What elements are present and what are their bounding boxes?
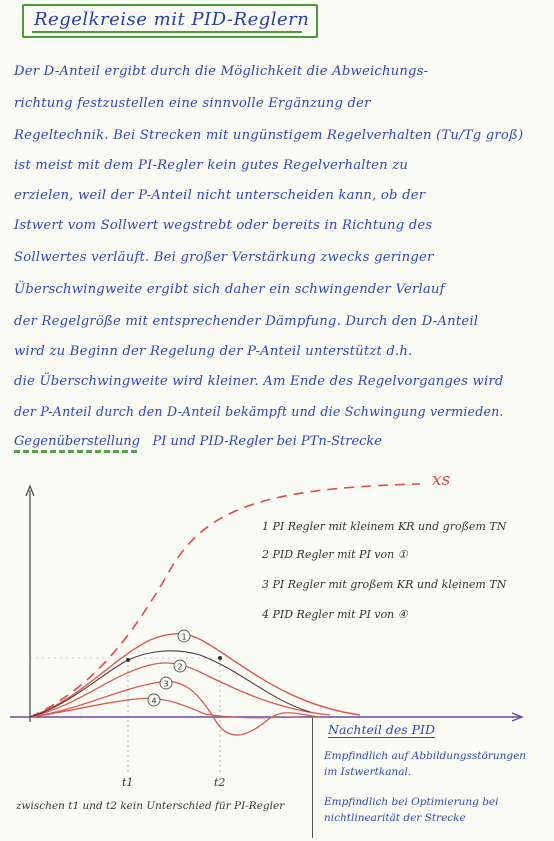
caption-text: PI und PID-Regler bei PTn-Strecke: [152, 434, 382, 449]
nachteil-divider: [312, 718, 313, 838]
step-response-diagram: [0, 460, 554, 841]
title-underline: [32, 31, 302, 33]
paragraph-line: wird zu Beginn der Regelung der P-Anteil unterstützt d.h.: [14, 344, 413, 359]
nachteil-title: Nachteil des PID: [328, 722, 435, 737]
t2-point: [218, 656, 222, 660]
paragraph-line: Überschwingweite ergibt sich daher ein schwingender Verlauf: [14, 282, 445, 297]
marker-4: [148, 694, 160, 706]
paragraph-line: erzielen, weil der P-Anteil nicht unterscheiden kann, ob der: [14, 188, 426, 203]
t1-label: t1: [122, 776, 134, 789]
nachteil-line: Empfindlich bei Optimierung bei: [324, 796, 499, 808]
legend-item: 2 PID Regler mit PI von ①: [262, 548, 408, 561]
marker-3-label: 3: [163, 679, 169, 689]
t1-point: [126, 658, 130, 662]
paragraph-line: der P-Anteil durch den D-Anteil bekämpft und die Schwingung vermieden.: [14, 404, 504, 419]
marker-1: [178, 630, 190, 642]
curve-3: [30, 681, 320, 735]
marker-4-label: 4: [151, 696, 157, 706]
marker-2: [174, 660, 186, 672]
figure-caption: [14, 434, 382, 449]
bottom-note: zwischen t1 und t2 kein Unterschied für PI-Regler: [16, 800, 285, 812]
paragraph-line: Regeltechnik. Bei Strecken mit ungünstigem Regelverhalten (Tu/Tg groß): [14, 128, 524, 143]
setpoint-label: xs: [432, 470, 451, 490]
marker-1-label: 1: [181, 632, 187, 642]
nachteil-line: nichtlinearität der Strecke: [324, 812, 466, 824]
paragraph-line: ist meist mit dem PI-Regler kein gutes Regelverhalten zu: [14, 158, 409, 173]
paragraph-line: die Überschwingweite wird kleiner. Am Ende des Regelvorganges wird: [14, 374, 504, 389]
marker-2-label: 2: [177, 662, 183, 672]
legend-item: 1 PI Regler mit kleinem KR und großem TN: [262, 520, 507, 533]
paragraph-line: richtung festzustellen eine sinnvolle Ergänzung der: [14, 96, 371, 111]
caption-underline: [14, 450, 138, 453]
t2-label: t2: [214, 776, 226, 789]
curve-1: [30, 634, 360, 717]
paragraph-line: Istwert vom Sollwert wegstrebt oder bereits in Richtung des: [14, 218, 433, 233]
page-title: Regelkreise mit PID-Reglern: [34, 9, 310, 30]
legend-item: 4 PID Regler mit PI von ④: [262, 608, 408, 621]
nachteil-line: Empfindlich auf Abbildungsstörungen: [324, 750, 527, 762]
paragraph-line: der Regelgröße mit entsprechender Dämpfung. Durch den D-Anteil: [14, 314, 479, 329]
marker-3: [160, 677, 172, 689]
paragraph-line: Sollwertes verläuft. Bei großer Verstärkung zwecks geringer: [14, 250, 434, 265]
legend-item: 3 PI Regler mit großem KR und kleinem TN: [262, 578, 507, 591]
nachteil-line: im Istwertkanal.: [324, 766, 412, 778]
paragraph-line: Der D-Anteil ergibt durch die Möglichkeit die Abweichungs-: [14, 64, 429, 79]
setpoint-curve: [30, 484, 420, 717]
caption-prefix: Gegenüberstellung: [14, 434, 141, 449]
